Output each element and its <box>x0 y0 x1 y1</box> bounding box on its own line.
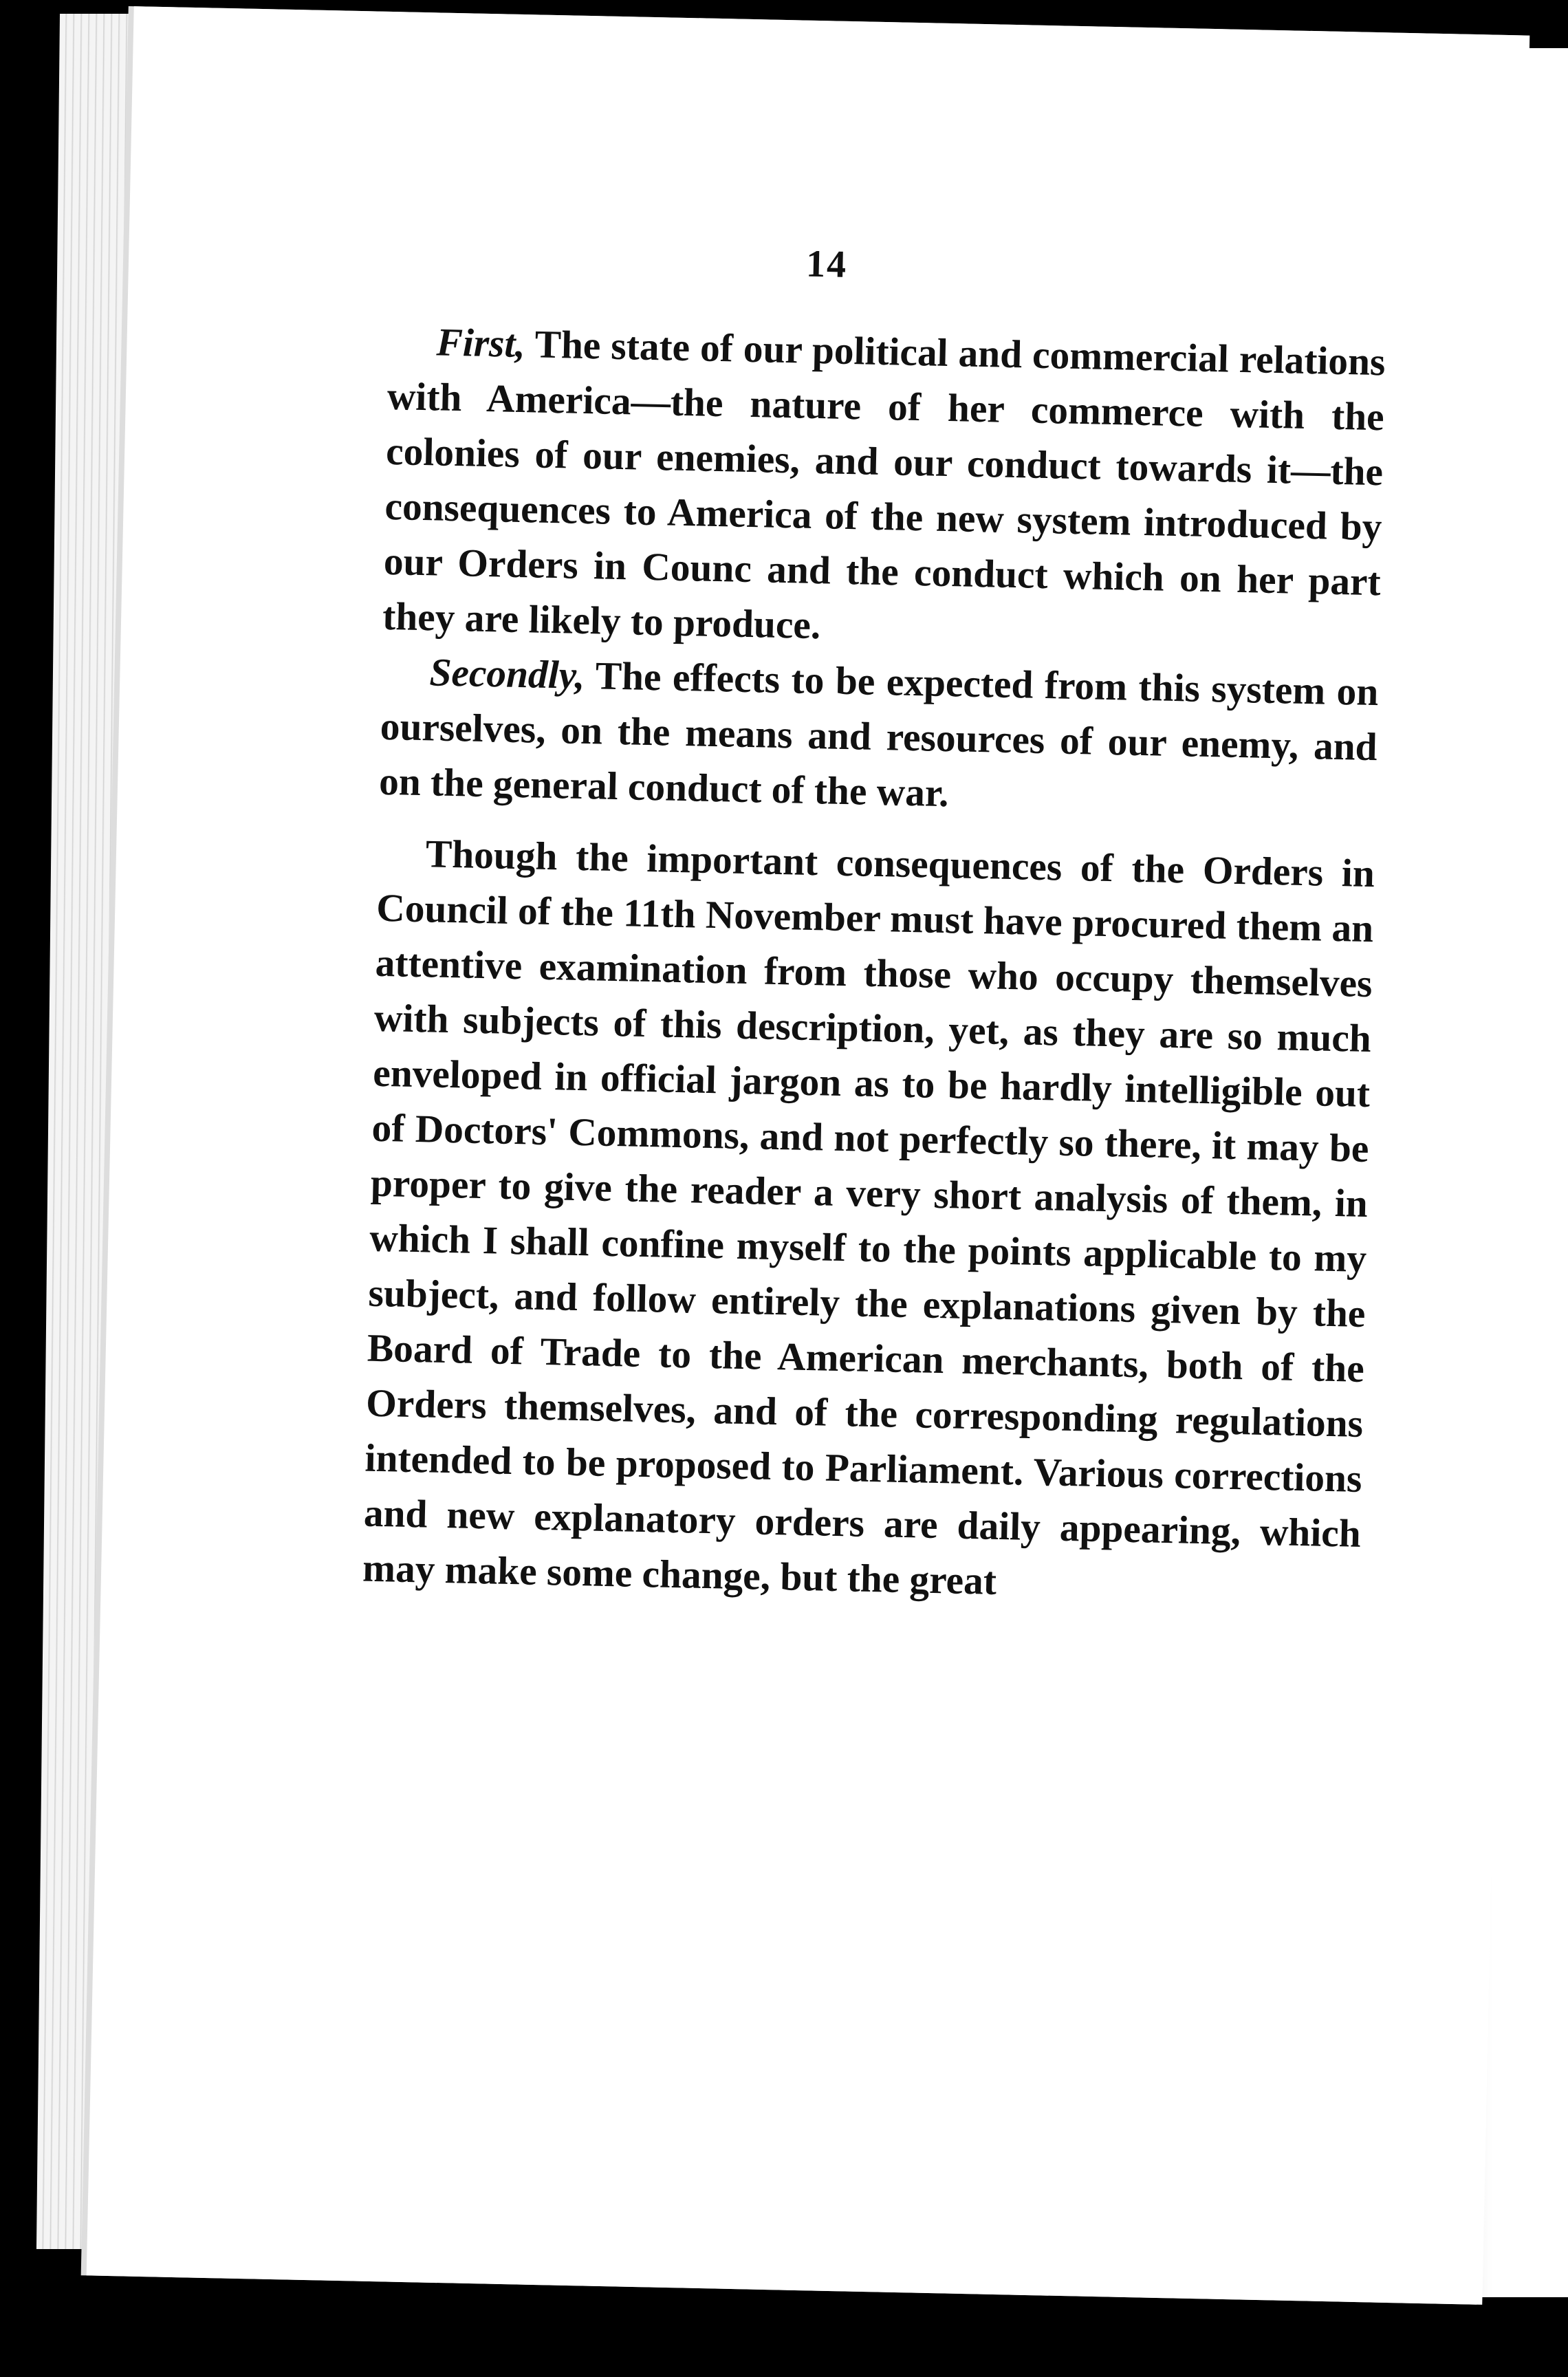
paragraph-text: The effects to be expected from this system on ourselves, on the means and resources of our enemy, and on the general conduct of the war. <box>378 654 1379 816</box>
paragraph-secondly <box>378 644 1379 830</box>
paragraph-text: Though the important consequences of the Orders in Council of the 11th November must have procured them an attentive examination from those who occupy themselves with subjects of this description, yet, as they are so much enveloped in official jargon as to be hardly intelligible out of Doctors' Commons, and not perfectly so there, it may be proper to give the reader a very short analysis of them, in which I shall confine myself to the points applicable to my subject, and follow entirely the explanations given by the Board of Trade to the American merchants, both of the Orders themselves, and of the corresponding regulations intended to be proposed to Parliament. Various corrections and new explanatory orders are daily appearing, which may make some change, but the great <box>362 832 1375 1603</box>
paragraph-text: The state of our political and commercial relations with America—the nature of her commerce with the colonies of our enemies, and our conduct towards it—the consequences to America of the new system introduced by our Orders in Counc and the conduct which on her part they are likely to produce. <box>382 323 1386 648</box>
paragraph-lead: First, <box>435 321 526 367</box>
page-number: 14 <box>805 242 848 286</box>
book-page <box>87 6 1530 2305</box>
paragraph-lead: Secondly, <box>428 651 586 698</box>
body-text <box>362 314 1386 1617</box>
paragraph-first <box>382 314 1386 665</box>
paragraph-though <box>362 826 1375 1617</box>
